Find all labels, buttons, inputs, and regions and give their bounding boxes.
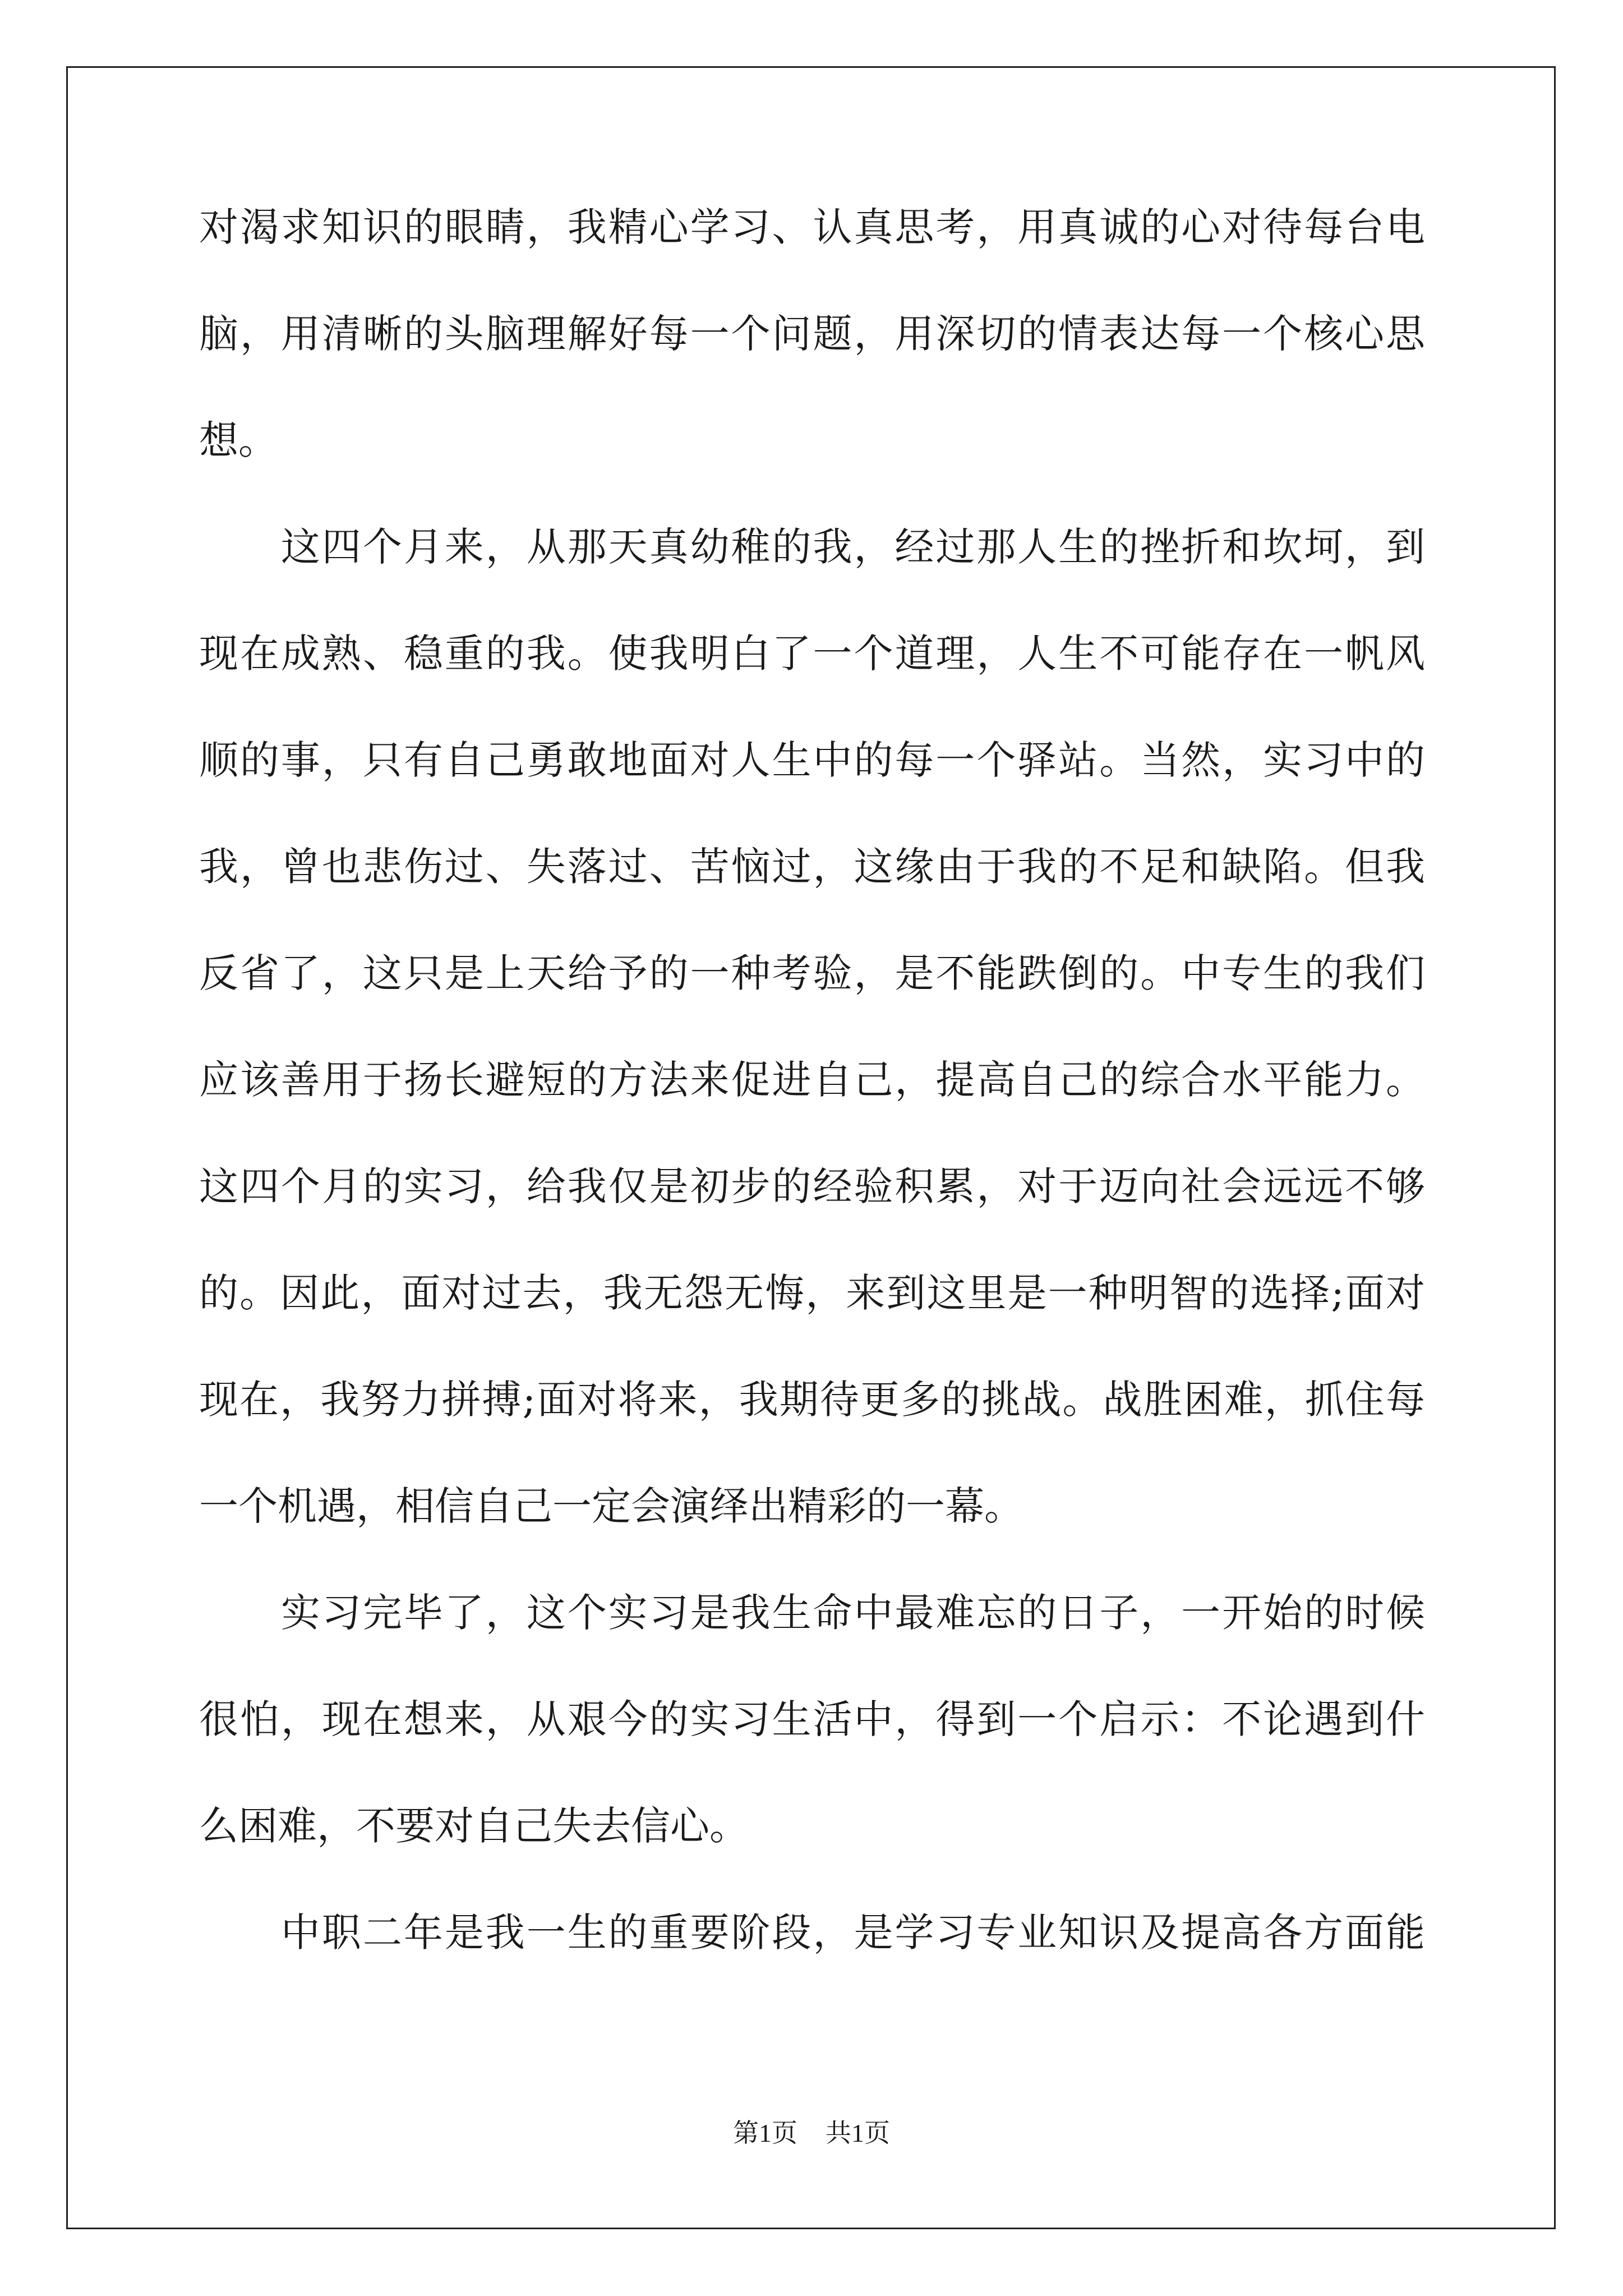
text-line: 现在，我努力拼搏;面对将来，我期待更多的挑战。战胜困难，抓住每 (199, 1377, 1425, 1423)
text-line: 想。 (199, 417, 278, 463)
text-line: 顺的事，只有自己勇敢地面对人生中的每一个驿站。当然，实习中的 (199, 737, 1425, 783)
text-line: 实习完毕了，这个实习是我生命中最难忘的日子，一开始的时候 (199, 1590, 1425, 1636)
page-total: 共1页 (826, 2119, 890, 2147)
text-line: 现在成熟、稳重的我。使我明白了一个道理，人生不可能存在一帆风 (199, 631, 1425, 677)
text-line: 一个机遇，相信自己一定会演绎出精彩的一幕。 (199, 1483, 1023, 1529)
text-line: 脑，用清晰的头脑理解好每一个问题，用深切的情表达每一个核心思 (199, 311, 1425, 357)
text-line: 这四个月来，从那天真幼稚的我，经过那人生的挫折和坎坷，到 (199, 524, 1425, 570)
text-line: 我，曾也悲伤过、失落过、苦恼过，这缘由于我的不足和缺陷。但我 (199, 844, 1425, 890)
text-line: 反省了，这只是上天给予的一种考验，是不能跌倒的。中专生的我们 (199, 950, 1425, 996)
page-number: 第1页 (733, 2119, 797, 2147)
text-line: 很怕，现在想来，从艰今的实习生活中，得到一个启示：不论遇到什 (199, 1696, 1425, 1742)
text-line: 的。因此，面对过去，我无怨无悔，来到这里是一种明智的选择;面对 (199, 1270, 1425, 1316)
text-line: 么困难，不要对自己失去信心。 (199, 1803, 749, 1849)
page-footer (0, 2116, 1623, 2150)
text-line: 中职二年是我一生的重要阶段，是学习专业知识及提高各方面能 (199, 1910, 1425, 1955)
text-line: 应该善用于扬长避短的方法来促进自己，提高自己的综合水平能力。 (199, 1057, 1425, 1103)
text-line: 对渴求知识的眼睛，我精心学习、认真思考，用真诚的心对待每台电 (199, 204, 1425, 250)
text-line: 这四个月的实习，给我仅是初步的经验积累，对于迈向社会远远不够 (199, 1163, 1425, 1209)
